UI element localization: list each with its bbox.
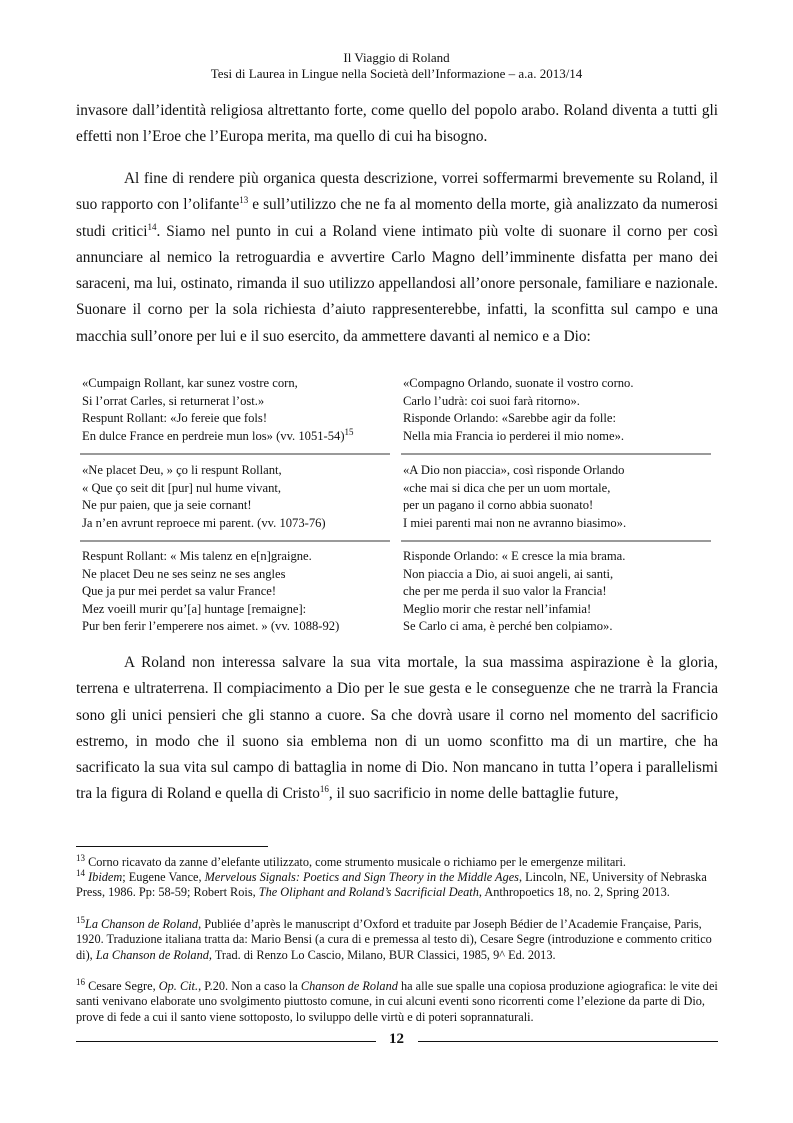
footnote-text: , P.20. Non a caso la xyxy=(198,979,301,993)
verse-right-1 xyxy=(403,375,634,445)
footnote-ref-13: 13 xyxy=(239,195,249,206)
footnote-15 xyxy=(76,914,718,963)
verse-line: Carlo l’udrà: coi suoi farà ritorno». xyxy=(403,393,580,408)
verse-line: «Cumpaign Rollant, kar sunez vostre corn, xyxy=(82,376,298,390)
verse-line: «A Dio non piaccia», così risponde Orlando xyxy=(403,463,625,477)
footnote-13 xyxy=(76,852,718,870)
footnote-italic: Chanson de Roland xyxy=(300,979,398,993)
verse-line: «che mai si dica che per un uom mortale, xyxy=(403,480,611,495)
verse-divider xyxy=(401,453,711,455)
page-number: 12 xyxy=(389,1031,404,1047)
footnote-16 xyxy=(76,976,718,1025)
footnote-italic: Ibidem xyxy=(88,870,123,884)
footnote-number: 14 xyxy=(76,867,85,878)
paragraph-3 xyxy=(76,650,718,808)
running-header-subtitle: Tesi di Laurea in Lingue nella Società dell’Informazione – a.a. 2013/14 xyxy=(210,66,583,81)
paragraph-3-text-a: A Roland non interessa salvare la sua vita mortale, la sua massima aspirazione è la gloria, terrena e ultraterrena. Il compiacimento a Dio per le sue gesta e le conseguenze che ne trarrà la Francia sono gli unici pensieri che gli stanno a cuore. Sa che dovrà usare il corno nel momento del sacrificio estremo, in modo che il suono sia emblema non di un uomo sconfitto ma di un martire, che ha sacrificato la sua vita sul campo di battaglia in nome di Dio. Non mancano in tutta l’opera i parallelismi tra la figura di Roland e quella di Cristo xyxy=(76,654,718,803)
paragraph-2 xyxy=(76,166,718,350)
verse-line: Respunt Rollant: «Jo fereie que fols! xyxy=(82,411,268,426)
footnote-rule xyxy=(76,846,268,847)
verse-line: Meglio morir che restar nell’infamia! xyxy=(403,601,592,616)
verse-line: Ja n’en avrunt reproece mi parent. (vv. 1073-76) xyxy=(82,515,326,530)
paragraph-1: invasore dall’identità religiosa altrettanto forte, come quello del popolo arabo. Roland diventa a tutti gli effetti non l’Eroe che l’Europa merita, ma quello di cui ha bisogno. xyxy=(76,102,718,146)
verse-line: Nella mia Francia io perderei il mio nome». xyxy=(403,428,625,443)
verse-right-3 xyxy=(403,548,625,636)
verse-line: che per me perda il suo valor la Francia! xyxy=(403,584,607,599)
verse-line: Ne placet Deu ne ses seinz ne ses angles xyxy=(82,566,286,581)
verse-divider xyxy=(80,540,390,542)
verse-line xyxy=(82,428,354,446)
footnote-text: , Publiée d’après le manuscript d’Oxford et traduite par Joseph Bédier de l’Academie Française, Paris, 1920. Traduzione italiana tratta da: Mario Bensi (a cura di e premessa al testo di), Cesare Segre (introduzione e commento critico di), xyxy=(76,917,712,962)
footnote-text: , Anthropoetics 18, no. 2, Spring 2013. xyxy=(478,885,670,900)
footnote-text: Corno ricavato da zanne d’elefante utilizzato, come strumento musicale o richiamo per le emergenze militari. xyxy=(85,855,626,869)
footnote-number: 16 xyxy=(76,976,85,987)
paragraph-2-text-c: . Siamo nel punto in cui a Roland viene intimato più volte di suonare il corno per così annunciare al nemico la retroguardia e avvertire Carlo Magno dell’imminente disfatta per mano dei saraceni, ma lui, ostinato, rimanda il suo utilizzo appellandosi all’onore personale, familiare e nazionale. Suonare il corno per la sola richiesta d’aiuto rappresenterebbe, infatti, la sconfitta sul campo e una macchia sull’onore per lui e il suo esercito, da ammettere davanti al nemico e a Dio: xyxy=(76,222,718,345)
verse-line: I miei parenti mai non ne avranno biasimo». xyxy=(403,515,627,530)
footnote-ref-16: 16 xyxy=(319,784,329,795)
verse-line-text: En dulce France en perdreie mun los» (vv. 1051-54) xyxy=(82,428,345,443)
footnote-number: 13 xyxy=(76,852,85,863)
footnote-text: Cesare Segre, xyxy=(85,979,159,993)
verse-line: per un pagano il corno abbia suonato! xyxy=(403,498,594,513)
verse-left-2 xyxy=(82,462,326,532)
paragraph-2-text-b: e sull’utilizzo che ne fa al momento della morte, già analizzato da numerosi studi critici xyxy=(76,196,718,240)
footnote-italic: La Chanson de Roland xyxy=(85,917,199,931)
verse-right-2 xyxy=(403,462,626,532)
footnote-ref-15: 15 xyxy=(344,426,354,437)
paragraph-2-text-a: Al fine di rendere più organica questa descrizione, vorrei soffermarmi brevemente su Roland, il suo rapporto con l’olifante xyxy=(76,170,718,214)
verse-line: Si l’orrat Carles, si returnerat l’ost.» xyxy=(82,393,265,408)
footnote-text: ; Eugene Vance, xyxy=(122,870,205,884)
verse-line: Mez voeill murir qu’[a] huntage [remaigne]: xyxy=(82,601,307,616)
verse-line: Que ja pur mei perdet sa valur France! xyxy=(82,584,277,599)
verse-line: Non piaccia a Dio, ai suoi angeli, ai santi, xyxy=(403,566,614,581)
verse-line: Risponde Orlando: « E cresce la mia brama. xyxy=(403,549,626,563)
verse-divider xyxy=(401,540,711,542)
verse-left-3 xyxy=(82,548,339,636)
footnote-italic: La Chanson de Roland, xyxy=(95,947,212,962)
verse-line: «Compagno Orlando, suonate il vostro corno. xyxy=(403,376,634,390)
verse-line: Risponde Orlando: «Sarebbe agir da folle: xyxy=(403,411,616,426)
footnote-text: Trad. di Renzo Lo Cascio, Milano, BUR Classici, 1985, 9^ Ed. 2013. xyxy=(211,947,556,962)
verse-line: Respunt Rollant: « Mis talenz en e[n]graigne. xyxy=(82,549,312,563)
verse-line: « Que ço seit dit [pur] nul hume vivant, xyxy=(82,480,282,495)
footnote-ref-14: 14 xyxy=(147,221,157,232)
paragraph-3-text-b: , il suo sacrificio in nome delle battaglie future, xyxy=(328,785,619,803)
footnote-italic: The Oliphant and Roland’s Sacrificial Death xyxy=(258,885,479,900)
footnote-text: ha alle sue spalle una copiosa produzione agiografica: le vite dei santi venivano elaborate uno svolgimento piuttosto comune, in cui alcuni eventi sono ricorrenti come l’elezione da parte di Dio, prove di fede a cui il santo viene sottoposto, lo sviluppo delle virtù e di poteri soprannaturali. xyxy=(76,979,718,1024)
verse-line: Ne pur paien, que ja seie cornant! xyxy=(82,498,252,513)
verse-line: Pur ben ferir l’emperere nos aimet. » (vv. 1088-92) xyxy=(82,619,340,634)
verse-line: Se Carlo ci ama, è perché ben colpiamo». xyxy=(403,619,613,634)
footnote-14 xyxy=(76,867,718,901)
verse-divider xyxy=(80,453,390,455)
footnote-italic: Op. Cit. xyxy=(158,979,199,993)
running-header-title: Il Viaggio di Roland xyxy=(343,50,450,65)
footnote-number: 15 xyxy=(76,914,85,925)
footnote-text: , Lincoln, NE, University of Nebraska Press, 1986. Pp: 58-59; Robert Rois, xyxy=(76,870,707,900)
verse-left-1 xyxy=(82,375,354,445)
footnote-italic: Mervelous Signals: Poetics and Sign Theory in the Middle Ages xyxy=(204,870,519,884)
verse-line: «Ne placet Deu, » ço li respunt Rollant, xyxy=(82,463,282,477)
